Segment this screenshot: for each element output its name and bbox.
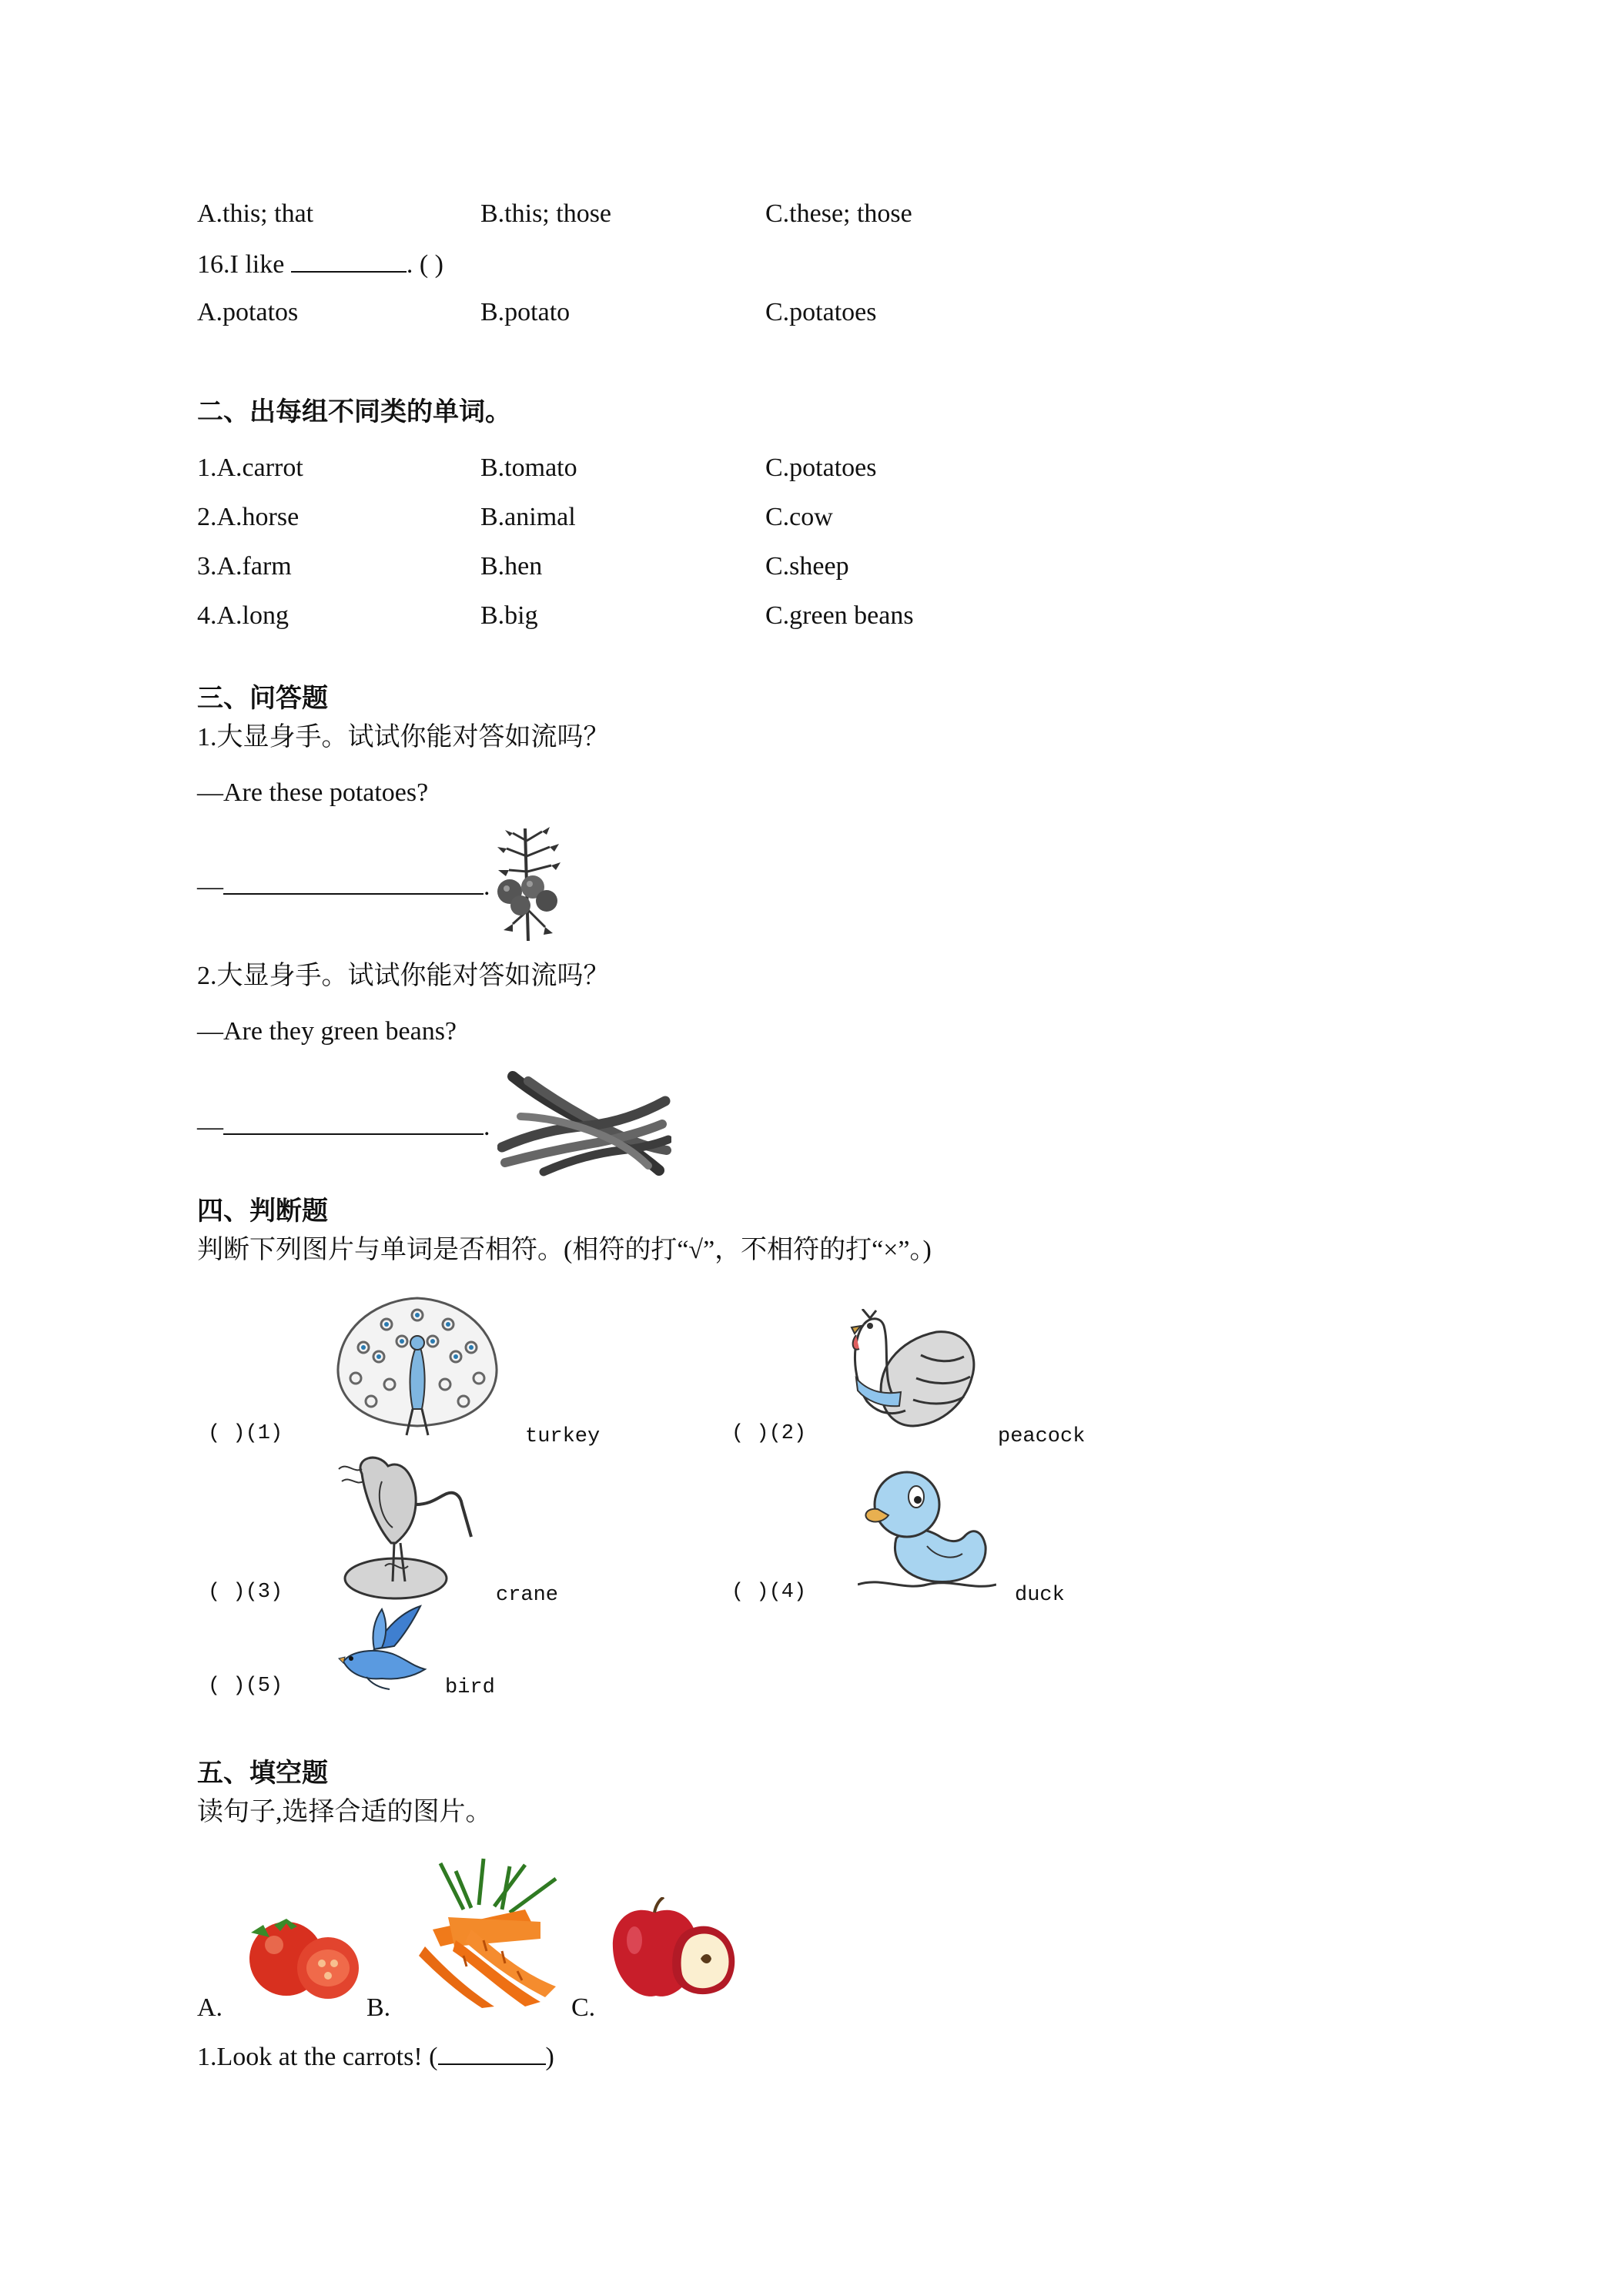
s4-item2-label: ( )(2) [731,1422,807,1445]
s4-item4-word: duck [1015,1584,1065,1607]
s2-row3-c: C.sheep [765,552,849,581]
s2-row2-a: 2.A.horse [197,503,300,531]
crane-image [331,1451,477,1602]
green-beans-image [497,1070,671,1178]
section3-title: 三、问答题 [197,684,328,713]
s5-option-b-label: B. [366,1993,391,2022]
s2-row3-b: B.hen [480,552,543,581]
section5-instruction: 读句子,选择合适的图片。 [197,1798,492,1826]
s2-row4-c: C.green beans [765,601,914,630]
apples-image [608,1897,739,2005]
s3-q2-dash: — [197,1113,223,1141]
turkey-image [836,1309,982,1435]
s2-row2-b: B.animal [480,503,576,531]
s4-item1-word: turkey [525,1425,601,1448]
s2-row2-c: C.cow [765,503,833,531]
s4-item2-word: peacock [998,1425,1086,1448]
q15-option-a: A.this; that [197,199,314,228]
s3-q1-answer-line [197,870,490,902]
s4-item3-word: crane [496,1584,559,1607]
section2-title: 二、出每组不同类的单词。 [197,398,511,427]
s3-q2-period: . [484,1113,490,1141]
s2-row4-b: B.big [480,601,538,630]
s2-row1-c: C.potatoes [765,454,877,482]
s4-item5-word: bird [445,1676,495,1699]
s2-row4-a: 4.A.long [197,601,289,630]
s3-q2-instruction: 2.大显身手。试试你能对答如流吗？ [197,962,610,990]
s3-q2-blank[interactable] [223,1110,484,1135]
s2-row1-b: B.tomato [480,454,577,482]
s5-q1 [197,2040,554,2073]
section4-title: 四、判断题 [197,1197,328,1226]
q15-option-b: B.this; those [480,199,612,228]
tomato-plant-image [490,825,567,942]
s3-q1-instruction: 1.大显身手。试试你能对答如流吗？ [197,723,610,751]
s2-row3-a: 3.A.farm [197,552,292,581]
s3-q2-answer-line [197,1110,490,1143]
s5-q1-post: ) [545,2043,554,2071]
carrots-image [410,1856,570,2010]
s5-option-a-label: A. [197,1993,223,2022]
q16-stem-post: . ( ) [406,250,443,279]
q16-option-c: C.potatoes [765,298,877,326]
duck-image [858,1461,996,1594]
q16-option-b: B.potato [480,298,571,326]
s3-q1-period: . [484,872,490,901]
s5-q1-blank[interactable] [438,2040,546,2065]
q15-option-c: C.these; those [765,199,912,228]
s4-item3-label: ( )(3) [208,1581,283,1604]
section4-instruction: 判断下列图片与单词是否相符。(相符的打“√”，不相符的打“×”。) [197,1236,932,1264]
s5-option-c-label: C. [571,1993,596,2022]
peacock-image [333,1294,502,1441]
q16-blank[interactable] [291,248,407,273]
bird-image [328,1603,428,1694]
s3-q1-question: —Are these potatoes? [197,778,429,807]
s3-q2-question: —Are they green beans? [197,1017,457,1046]
section5-title: 五、填空题 [197,1759,328,1788]
s4-item4-label: ( )(4) [731,1581,807,1604]
s3-q1-blank[interactable] [223,870,484,895]
s4-item1-label: ( )(1) [208,1422,283,1445]
q16-stem [197,248,443,280]
s4-item5-label: ( )(5) [208,1675,283,1698]
s3-q1-dash: — [197,872,223,901]
tomatoes-image [236,1902,366,2002]
q16-stem-pre: 16.I like [197,250,285,279]
s5-q1-pre: 1.Look at the carrots! ( [197,2043,438,2071]
q16-option-a: A.potatos [197,298,299,326]
s2-row1-a: 1.A.carrot [197,454,303,482]
